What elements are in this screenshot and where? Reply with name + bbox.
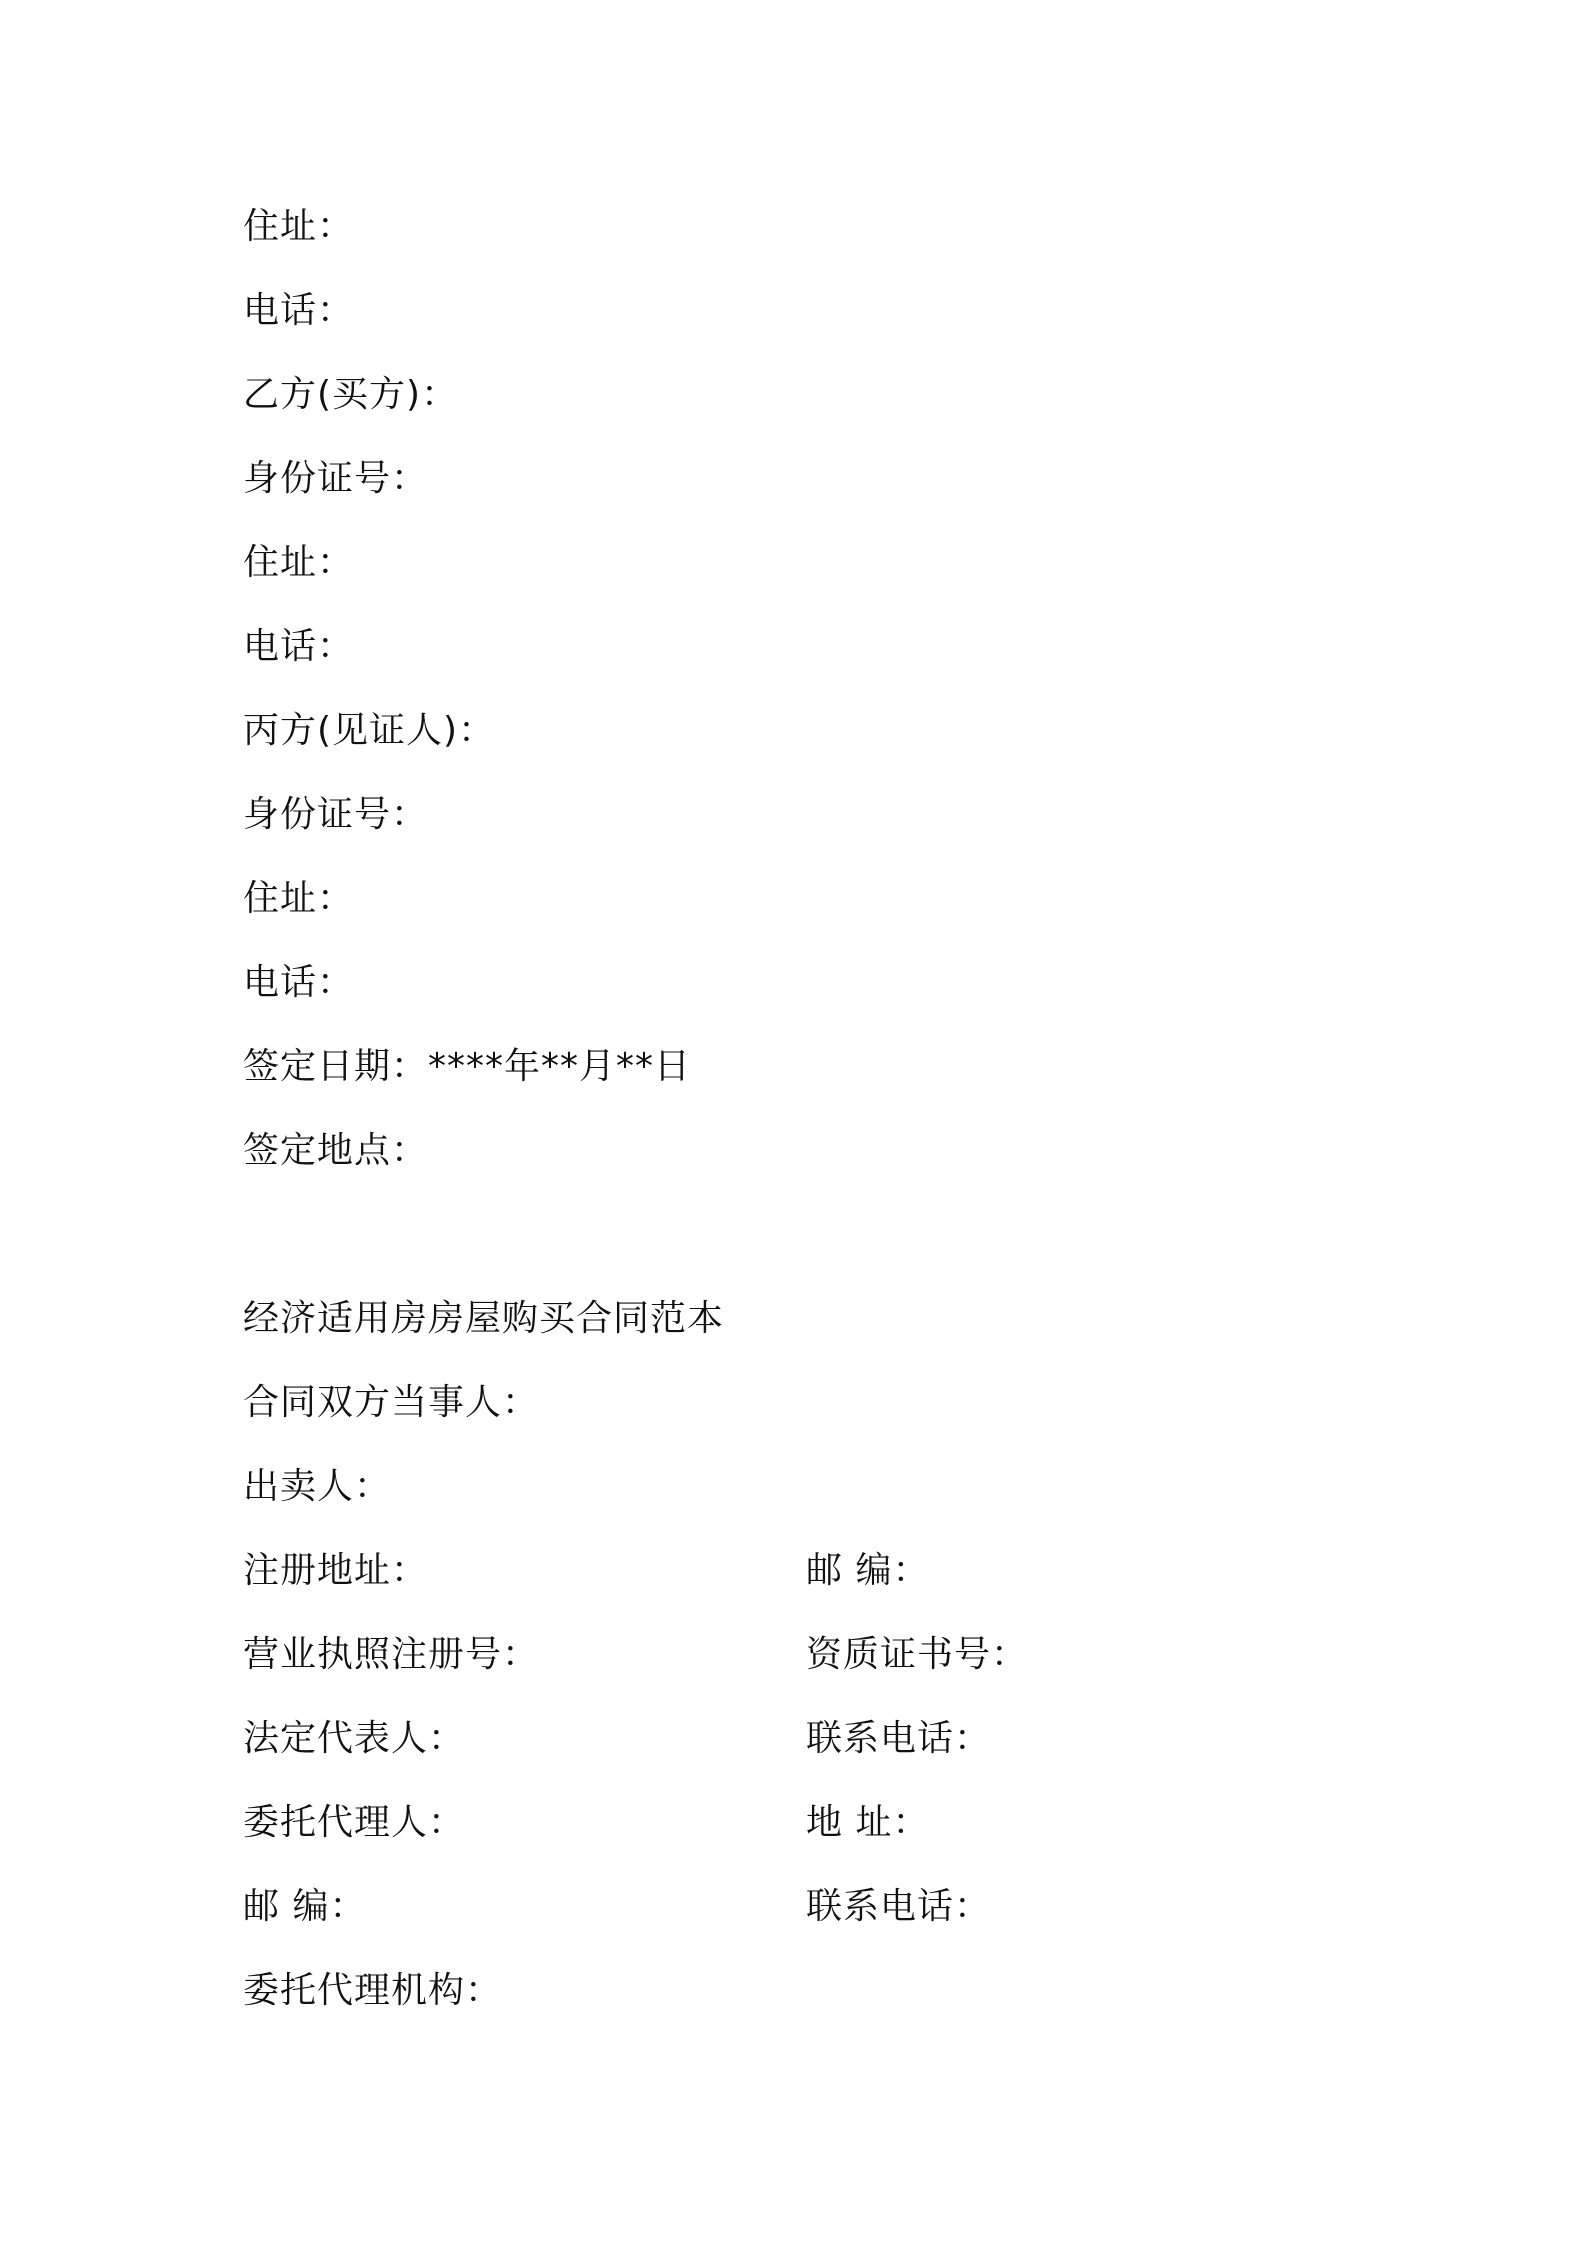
contact-phone-label: 联系电话：	[806, 1718, 992, 1759]
seller-label: 出卖人：	[243, 1466, 392, 1507]
registered-address-label: 注册地址：	[243, 1550, 429, 1591]
postcode-label: 邮 编：	[806, 1550, 930, 1591]
sign-place-label: 签定地点：	[243, 1130, 429, 1171]
contract-title: 经济适用房房屋购买合同范本	[243, 1298, 725, 1339]
witness-address-label: 住址：	[243, 878, 355, 919]
address-label: 地 址：	[806, 1802, 930, 1843]
buyer-phone-label: 电话：	[243, 626, 355, 667]
agent-contact-phone-label: 联系电话：	[806, 1886, 992, 1927]
seller-address-label: 住址：	[243, 206, 355, 247]
sign-date-label: 签定日期：****年**月**日	[243, 1046, 692, 1087]
business-license-label: 营业执照注册号：	[243, 1634, 540, 1675]
qualification-cert-label: 资质证书号：	[806, 1634, 1029, 1675]
buyer-label: 乙方(买方)：	[243, 374, 459, 415]
witness-label: 丙方(见证人)：	[243, 710, 496, 751]
buyer-address-label: 住址：	[243, 542, 355, 583]
witness-id-label: 身份证号：	[243, 794, 429, 835]
parties-label: 合同双方当事人：	[243, 1382, 540, 1423]
legal-representative-label: 法定代表人：	[243, 1718, 466, 1759]
buyer-id-label: 身份证号：	[243, 458, 429, 499]
agent-postcode-label: 邮 编：	[243, 1886, 367, 1927]
agency-label: 委托代理机构：	[243, 1970, 503, 2011]
witness-phone-label: 电话：	[243, 962, 355, 1003]
authorized-agent-label: 委托代理人：	[243, 1802, 466, 1843]
seller-phone-label: 电话：	[243, 290, 355, 331]
